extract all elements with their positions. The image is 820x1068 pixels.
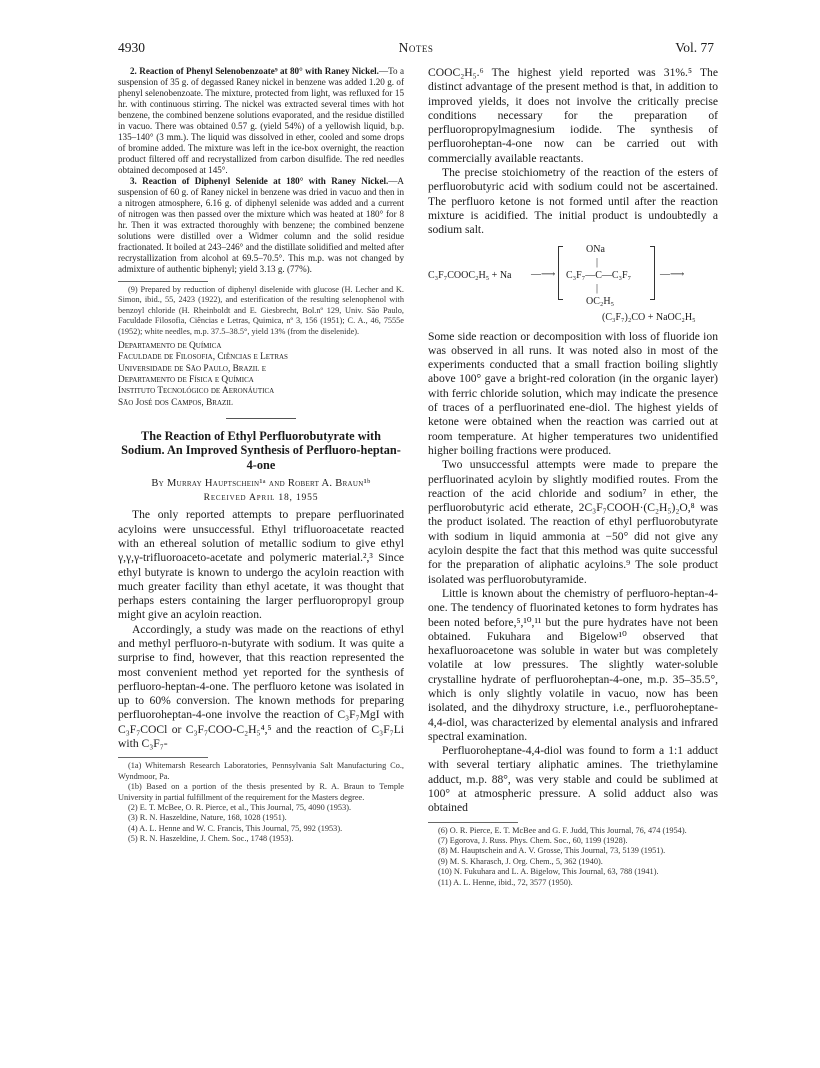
body-paragraph: The only reported attempts to prepare perfluorinated acyloins were unsuccessful. Ethyl trifluoroacetate reacted with an ethereal solution of metallic sodium to give ethyl γ,γ,γ-trifluoroaceto-acetate and polymeric material.²,³ Since ethyl butyrate is known to undergo the acyloin reaction with much greater facility than ethyl acetate, it was thought that perhaps esters containing the larger perfluoropropyl group might give an acyloin reaction.: [118, 508, 404, 622]
left-column: [118, 66, 404, 845]
experimental-paragraph: [118, 176, 404, 275]
paragraph-heading: 3. Reaction of Diphenyl Selenide at 180° with Raney Nickel.: [130, 176, 389, 186]
footnote: (1a) Whitemarsh Research Laboratories, Pennsylvania Salt Manufacturing Co., Wyndmoor, Pa.: [118, 761, 404, 781]
paragraph-text: —To a suspension of 35 g. of degassed Raney nickel in benzene was added 1.20 g. of phenyl selenobenzoate. The mixture, protected from light, was refluxed for 15 hr. with continuous stirring. The nickel was extracted several times with hot benzene, the combined benzene solutions evaporated, and the residue distilled in vacuo. There was obtained 0.57 g. (yield 54%) of a yellowish liquid, b.p. 135–140° (3 mm.). The liquid was dissolved in ether, cooled and some drops of bromine added. The mixture was left in the ice-box overnight, the reaction product filtered off and recrystallized from carbon disulfide. The red needles obtained decomposed at 145°.: [118, 66, 404, 175]
body-paragraph: Two unsuccessful attempts were made to prepare the perfluorinated acyloin by slightly modified routes. From the reaction of the acid chloride and sodium⁷ in ether, the perfluorobutyric acid etherate, 2C₃F₇COOH·(C₂H₅)₂O,⁸ was the product isolated. The reaction of ethyl perfluorobutyrate with sodium in liquid ammonia at −50° did not give any acyloin despite the fact that this method was quite successful for the preparation of aliphatic acyloins.⁹ The sole product isolated was perfluorobutyramide.: [428, 458, 718, 586]
affiliation-line: Universidade de São Paulo, Brazil e: [118, 363, 267, 374]
equation-ona: ONa: [586, 243, 605, 255]
bond-line: |: [596, 282, 599, 294]
right-column: [428, 66, 718, 888]
affiliation-line: Departamento de Química: [118, 341, 222, 352]
reaction-arrow: —⟶: [660, 268, 685, 280]
volume-label: Vol. 77: [675, 40, 714, 55]
body-paragraph: Some side reaction or decomposition with loss of fluoride ion was observed in all runs. It was noted also in most of the experiments conducted that a small fraction boiling slightly above 100° gave a bright-red coloration (in the organic layer) with ferric chloride solution, which may indicate the presence of traces of a perfluorinated ene-diol. The highest yields of ketone were obtained when the reaction was carried out at room temperature. At higher temperatures two unidentified higher boiling fractions were produced.: [428, 329, 718, 457]
equation-products: (C₃F₇)₂CO + NaOC₂H₅: [602, 311, 696, 323]
footnote: (6) O. R. Pierce, E. T. McBee and G. F. Judd, This Journal, 76, 474 (1954).: [438, 825, 687, 835]
left-bracket: [558, 246, 563, 300]
body-paragraph: Perfluoroheptane-4,4-diol was found to form a 1:1 adduct with several tertiary aliphatic amines. The triethylamine adduct, m.p. 88°, was very stable and could be sublimed at 100° at atmospheric pressure. A solid adduct also was obtained: [428, 744, 718, 815]
paragraph-heading: 2. Reaction of Phenyl Selenobenzoate⁹ at 80° with Raney Nickel.: [130, 66, 379, 76]
footnote: (3) R. N. Haszeldine, Nature, 168, 1028 (1951).: [128, 813, 287, 823]
right-bracket: [650, 246, 655, 300]
section-title: Notes: [398, 40, 434, 55]
footnote: (8) M. Hauptschein and A. V. Grosse, This Journal, 73, 5139 (1951).: [438, 846, 666, 856]
footnote-rule: [118, 281, 208, 282]
footnote: (1b) Based on a portion of the thesis presented by R. A. Braun to Temple University in partial fulfillment of the requirement for the Masters degree.: [118, 782, 404, 802]
bond-line: |: [596, 256, 599, 268]
affiliation: [118, 341, 404, 409]
experimental-paragraph: [118, 66, 404, 176]
footnote: (9) Prepared by reduction of diphenyl diselenide with glucose (H. Lecher and K. Simon, ibid., 55, 2423 (1922), and esterification of the resulting selenophenol with benzoyl chloride (H. Rheinboldt and E. Giesbrecht, Bol.nº 129, Univ. São Paulo, Faculdade Filosofia, Ciências e Letras, Quimica, nº 3, 156 (1951); C. A., 46, 7555e (1952); white needles, m.p. 37.5–38.5°, yield 13% (from the diselenide).: [118, 285, 404, 336]
footnote-rule: [118, 757, 208, 758]
affiliation-line: São José dos Campos, Brazil: [118, 397, 233, 408]
footnote: (5) R. N. Haszeldine, J. Chem. Soc., 1748 (1953).: [128, 834, 294, 844]
body-paragraph: Accordingly, a study was made on the reactions of ethyl and methyl perfluoro-n-butyrate with sodium. It was quite a surprise to find, however, that this reaction represented the most convenient method yet reported for the synthesis of perfluoro-heptan-4-one. The perfluoro ketone was isolated in up to 60% conversion. The known methods for preparing perfluoroheptan-4-one involve the reaction of C₃F₇MgI with C₃F₇COCl or C₃F₇COO-C₂H₅⁴,⁵ and the reaction of C₃F₇Li with C₃F₇-: [118, 622, 404, 751]
footnote: (11) A. L. Henne, ibid., 72, 3577 (1950).: [438, 877, 573, 887]
footnote: (9) M. S. Kharasch, J. Org. Chem., 5, 362 (1940).: [438, 856, 603, 866]
authors: By Murray Hauptschein¹ᵃ and Robert A. Braun¹ᵇ: [151, 478, 371, 490]
paragraph-text: —A suspension of 60 g. of Raney nickel in benzene was dried in vacuo and then in a nitrogen atmosphere, 6.16 g. of diphenyl selenide was added and a current of nitrogen was then passed over the mixture which was heated at 180° for 8 hr. Then it was extracted thoroughly with benzene; the combined benzene solutions were distilled over a Widmer column and the solid residue fractionated. It boiled at 243–246° and the distillate solidified and melted after recrystallization from alcohol at 69.5–70.5°. This m.p. was not changed by admixture of authentic biphenyl; yield 3.13 g. (77%).: [118, 176, 404, 274]
section-divider: [226, 418, 296, 419]
affiliation-line: Departamento de Física e Química: [118, 374, 254, 385]
article-title: The Reaction of Ethyl Perfluorobutyrate with Sodium. An Improved Synthesis of Perfluoro-heptan-4-one: [121, 428, 401, 472]
affiliation-line: Faculdade de Filosofia, Ciências e Letras: [118, 352, 288, 363]
affiliation-line: Instituto Tecnológico de Aeronáutica: [118, 386, 275, 397]
footnote: (10) N. Fukuhara and L. A. Bigelow, This Journal, 63, 788 (1941).: [438, 867, 659, 877]
equation-reactants: C₃F₇COOC₂H₅ + Na: [428, 269, 512, 281]
received-date: Received April 18, 1955: [203, 492, 319, 504]
footnote: (2) E. T. McBee, O. R. Pierce, et al., This Journal, 75, 4090 (1953).: [128, 802, 352, 812]
body-paragraph: Little is known about the chemistry of perfluoro-heptan-4-one. The tendency of fluorinated ketones to form hydrates has been noted before,⁵,¹⁰,¹¹ but the pure hydrates have not been obtained. Fukuhara and Bigelow¹⁰ observed that hexafluoroacetone was soluble in water but was completely volatile at low pressures. The slightly water-soluble crystalline hydrate of perfluoroheptan-4-one, m.p. 35–35.5°, which is only slightly volatile in vacuo, now has been isolated, and the dihydroxy structure, i.e., perfluoroheptane-4,4-diol, was characterized by elemental analysis and infrared spectral examination.: [428, 586, 718, 743]
body-paragraph: COOC₂H₅.⁶ The highest yield reported was 31%.⁵ The distinct advantage of the present method is that, in addition to improved yields, it does not involve the critically precise conditions necessary for the preparation of perfluoropropylmagnesium iodide. The synthesis of perfluoroheptan-4-one now can be carried out with commercially available reactants.: [428, 66, 718, 165]
footnote: (4) A. L. Henne and W. C. Francis, This Journal, 75, 992 (1953).: [128, 823, 343, 833]
footnote: (7) Egorova, J. Russ. Phys. Chem. Soc., 60, 1199 (1928).: [438, 836, 628, 846]
footnote-rule: [428, 822, 518, 823]
reaction-equation: [428, 240, 718, 328]
reaction-arrow: —⟶: [531, 268, 556, 280]
equation-intermediate: C₃F₇—C—C₃F₇: [566, 269, 632, 281]
page-number: 4930: [118, 40, 145, 55]
body-paragraph: The precise stoichiometry of the reaction of the esters of perfluorobutyric acid with sodium could not be ascertained. The perfluoro ketone is not formed until after the reaction mixture is acidified. The initial product is undoubtedly a sodium salt.: [428, 166, 718, 237]
running-header: [118, 40, 714, 58]
equation-ethoxy: OC₂H₅: [586, 295, 615, 307]
